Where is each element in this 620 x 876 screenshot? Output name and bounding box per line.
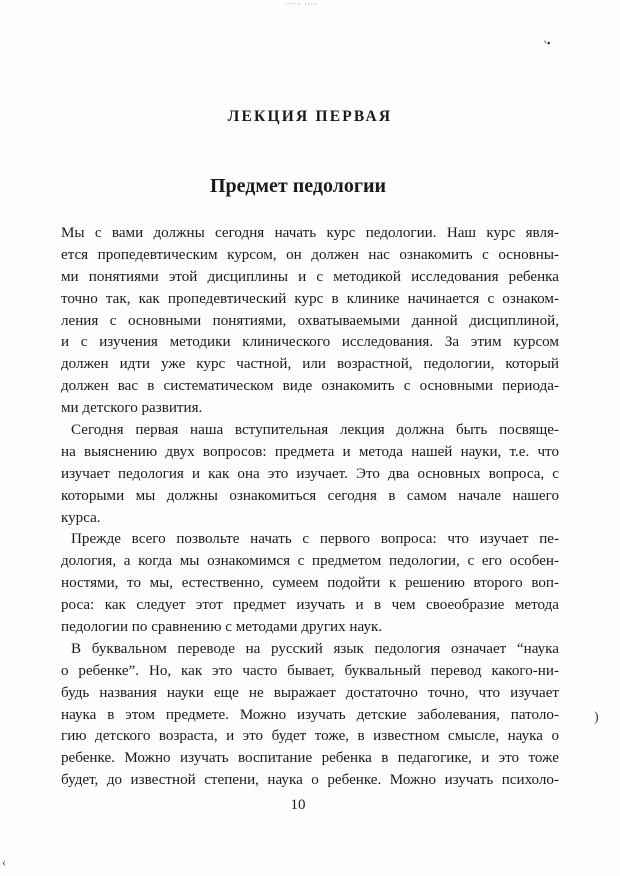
text-line: Мы с вами должны сегодня начать курс педологии. Наш курс явля-	[61, 225, 559, 241]
scan-smudge: ...., ,,.,	[285, 0, 318, 6]
lecture-heading: ЛЕКЦИЯ ПЕРВАЯ	[227, 108, 393, 125]
text-line: ми детского развития.	[61, 400, 203, 417]
scan-speck: '•	[543, 37, 553, 51]
text-line: должен вас в систематическом виде ознакомить с основными периода-	[61, 378, 559, 395]
text-line: должен идти уже курс частной, или возрастной, педологии, который	[61, 356, 559, 373]
text-line: и с изучения методики клинического исследования. За этим курсом	[61, 334, 559, 351]
text-line: гию детского возраста, и это будет тоже, в известном смысле, наука о	[61, 728, 559, 745]
scan-speck: )	[594, 710, 599, 725]
text-line: точно так, как пропедевтический курс в клинике начинается с ознаком-	[61, 290, 559, 307]
text-line: педологии по сравнению с методами других наук.	[61, 619, 383, 636]
text-line: которыми мы должны ознакомиться сегодня в самом начале нашего	[61, 487, 559, 504]
text-line: будет, до известной степени, наука о ребенке. Можно изучать психоло-	[61, 772, 559, 789]
text-line: ребенке. Можно изучать воспитание ребенка в педагогике, и это тоже	[61, 750, 559, 767]
text-line: о ребенке”. Но, как это часто бывает, буквальный перевод какого-ни-	[61, 662, 559, 679]
text-line: наука в этом предмете. Можно изучать детские заболевания, патоло-	[61, 706, 559, 723]
text-line: Прежде всего позвольте начать с первого вопроса: что изучает пе-	[71, 531, 559, 548]
text-line: изучает педология и как она это изучает. Это два основных вопроса, с	[61, 465, 559, 482]
text-line: В буквальном переводе на русский язык педология означает “наука	[71, 640, 559, 657]
text-line: курса.	[61, 509, 101, 526]
scan-speck: ‹	[2, 855, 6, 869]
subject-heading: Предмет педологии	[209, 175, 387, 197]
text-line: ми понятиями этой дисциплины и с методикой исследования ребенка	[61, 268, 559, 285]
text-line: ностями, то мы, естественно, сумеем подойти к решению второго воп-	[61, 575, 559, 592]
text-line: ется пропедевтическим курсом, он должен нас ознакомить с основны-	[61, 246, 559, 263]
text-line: ления с основными понятиями, охватываемыми данной дисциплиной,	[61, 312, 559, 329]
text-line: на выяснению двух вопросов: предмета и метода нашей науки, т.е. что	[61, 443, 559, 460]
text-line: дология, а когда мы ознакомимся с предметом педологии, с его особен-	[61, 553, 559, 570]
page-number: 10	[290, 797, 306, 813]
text-line: роса: как следует этот предмет изучать и в чем своеобразие метода	[61, 597, 559, 614]
text-line: Сегодня первая наша вступительная лекция должна быть посвяще-	[71, 422, 559, 439]
body-text	[61, 223, 559, 792]
text-line: будь названия науки еще не выражает достаточно точно, что изучает	[61, 684, 559, 701]
